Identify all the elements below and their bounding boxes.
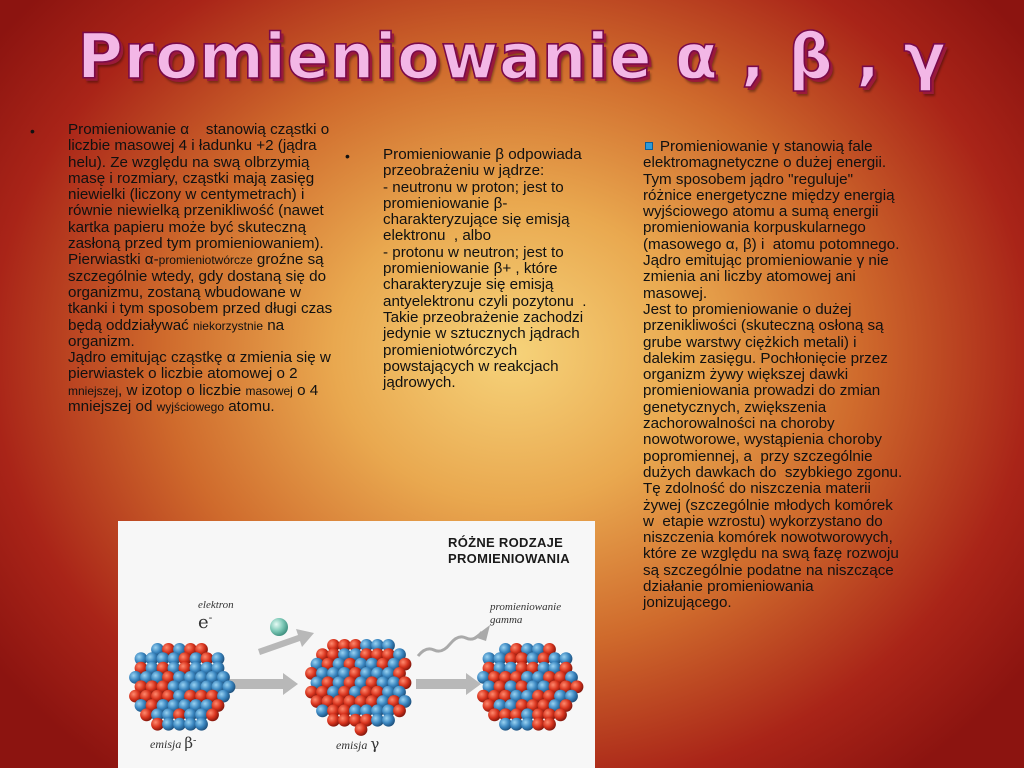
alpha-text-2: groźne są szczególnie wtedy, gdy dostaną się do organizmu, zostaną wbudowane w tkanki i tym sposobem przed długi czas będą oddziaływać bbox=[68, 251, 337, 334]
nucleon bbox=[140, 708, 153, 721]
alpha-text-6: atomu. bbox=[224, 398, 275, 416]
nucleon bbox=[327, 714, 340, 727]
emission-gamma-word: emisja bbox=[336, 738, 368, 752]
electron-label: elektron bbox=[198, 599, 234, 611]
nucleon bbox=[371, 714, 384, 727]
wavy-gamma-arrow bbox=[418, 632, 482, 656]
nucleon bbox=[195, 718, 208, 731]
nucleon bbox=[488, 708, 501, 721]
alpha-small-2: niekorzystnie bbox=[192, 318, 263, 333]
nucleon bbox=[184, 718, 197, 731]
alpha-text-3: na organizm. Jądro emitując cząstkę α zmienia się w pierwiastek o liczbie atomowej o 2 bbox=[68, 316, 331, 383]
nucleon bbox=[382, 714, 395, 727]
bullet-alpha: • bbox=[30, 123, 35, 139]
nucleon bbox=[355, 723, 368, 736]
nucleon bbox=[151, 718, 164, 731]
alpha-small-3: mniejszej bbox=[68, 383, 119, 398]
emission-beta-symbol: β bbox=[184, 734, 194, 752]
alpha-paragraph bbox=[68, 121, 337, 416]
alpha-small-4: masowej bbox=[245, 383, 293, 398]
nucleon bbox=[521, 718, 534, 731]
alpha-small-1: promieniotwórcze bbox=[158, 253, 253, 268]
figure-title-line1: RÓŻNE RODZAJE bbox=[448, 535, 564, 550]
nucleon bbox=[173, 718, 186, 731]
nucleon bbox=[510, 718, 523, 731]
nucleus-3 bbox=[477, 643, 583, 731]
bullet-beta: • bbox=[345, 148, 350, 164]
beta-text-block bbox=[383, 147, 598, 391]
electron-symbol-sup: - bbox=[208, 611, 213, 624]
alpha-text-5: o 4 mniejszej od bbox=[68, 381, 323, 416]
figure-title-line2: PROMIENIOWANIA bbox=[448, 551, 570, 566]
nucleon bbox=[554, 708, 567, 721]
nucleon bbox=[499, 718, 512, 731]
arrow-right-1 bbox=[226, 673, 298, 695]
arrow-right-2 bbox=[416, 673, 481, 695]
nucleon bbox=[206, 708, 219, 721]
nucleon bbox=[393, 704, 406, 717]
alpha-small-5: wyjściowego bbox=[156, 400, 224, 415]
nucleon bbox=[162, 718, 175, 731]
gamma-paragraph: Promieniowanie γ stanowią fale elektromagnetyczne o dużej energii. Tym sposobem jądro "reguluje" różnice energetyczne między energią wyjściowego atomu a sumą energii promieniowania korpuskularnego (masowego α, β) i atomu potomnego. Jądro emitując promieniowanie γ nie zmienia ani liczby atomowej ani masowej. Jest to promieniowanie o dużej przenikliwości (skuteczną osłoną są grube warstwy ciężkich metali) i dalekim zasięgu. Pochłonięcie przez organizm żywy większej dawki promieniowania prowadzi do zmian genetycznych, zwiększenia zachorowalności na choroby nowotworowe, wystąpienia choroby popromiennej, a przy szczególnie dużych dawkach do szybkiego zgonu. Tę zdolność do niszczenia materii żywej (szczególnie młodych komórek w etapie wzrostu) wykorzystano do niszczenia komórek nowotworowych, które ze względu na swą fazę rozwoju są szczególnie podatne na niszczące działanie promieniowania jonizującego. bbox=[643, 138, 903, 612]
alpha-text-block bbox=[68, 121, 337, 416]
emission-beta-sup: - bbox=[193, 735, 197, 746]
gamma-text-block bbox=[643, 139, 906, 612]
nucleus-1 bbox=[129, 643, 235, 731]
beta-paragraph: Promieniowanie β odpowiada przeobrażeniu w jądrze: - neutronu w proton; jest to promieniowanie β- charakteryzujące się emisją elektronu , albo - protonu w neutron; jest to promieniowanie β+ , które charakteryzuje się emisją antyelektronu czyli pozytonu . Takie przeobrażenie zachodzi jedynie w sztucznych jądrach promieniotwórczych powstających w reakcjach jądrowych. bbox=[383, 146, 587, 392]
alpha-text-4: , w izotop o liczbie bbox=[118, 381, 246, 399]
nucleon bbox=[543, 718, 556, 731]
electron-particle bbox=[270, 618, 288, 636]
nucleon bbox=[532, 718, 545, 731]
nucleon bbox=[316, 704, 329, 717]
figure-graphics bbox=[118, 521, 595, 768]
arrow-electron bbox=[258, 629, 314, 655]
electron-symbol-e: e bbox=[198, 612, 209, 633]
emission-beta-word: emisja bbox=[150, 737, 182, 751]
emission-gamma-symbol: γ bbox=[370, 735, 380, 753]
slide-title: Promieniowanie α , β , γ bbox=[77, 20, 947, 93]
gamma-radiation-label-line2: gamma bbox=[490, 614, 523, 626]
radiation-types-figure bbox=[118, 521, 595, 768]
nucleon bbox=[338, 714, 351, 727]
nucleus-2 bbox=[305, 639, 411, 736]
alpha-text-1: Promieniowanie α stanowią cząstki o liczbie masowej 4 i ładunku +2 (jądra helu). Ze względu na swą olbrzymią masę i rozmiary, cząstki mają zasięg niewielki (liczony w centymetrach) i równie niewielką przenikliwość (nawet kartka papieru może być skuteczną zasłoną przed tym promieniowaniem). Pierwiastki α- bbox=[68, 121, 334, 269]
gamma-radiation-label-line1: promieniowanie bbox=[490, 601, 562, 613]
